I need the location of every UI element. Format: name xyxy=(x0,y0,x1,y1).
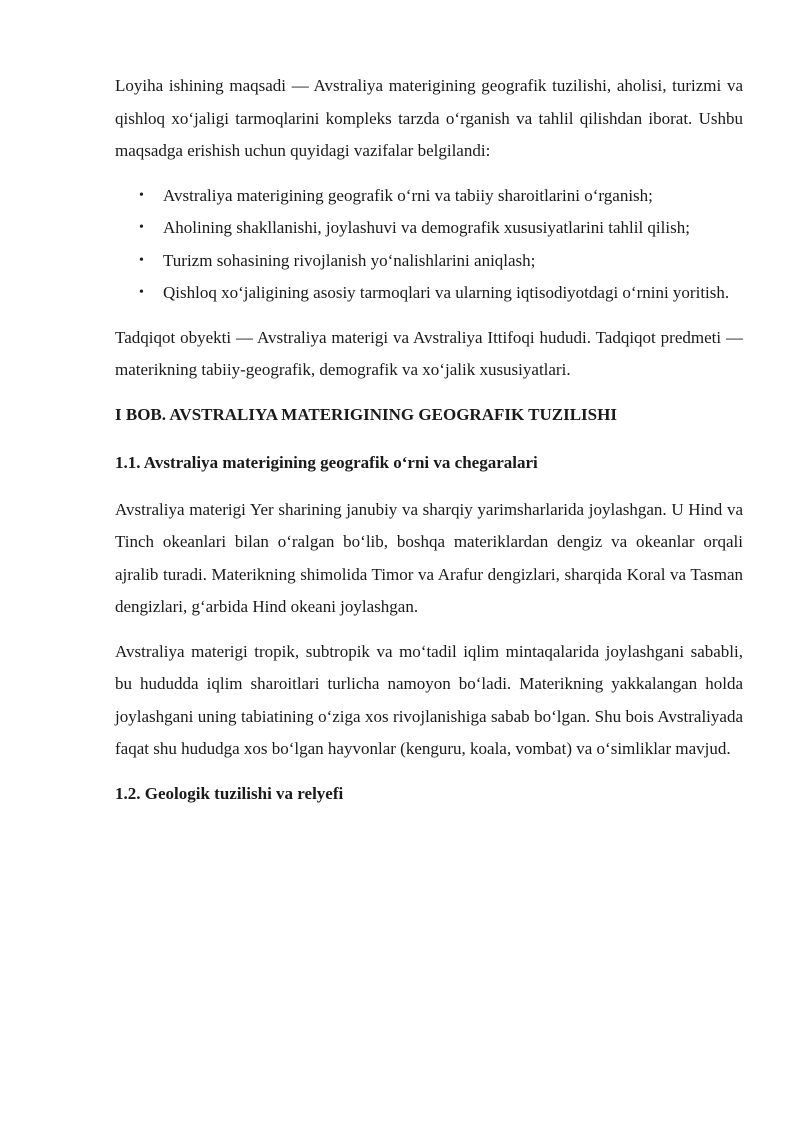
bullet-icon: • xyxy=(139,252,144,268)
list-item xyxy=(115,245,743,278)
document-page xyxy=(115,70,743,810)
section-title: 1.2. Geologik tuzilishi va relyefi xyxy=(115,783,344,803)
intro-paragraph: Loyiha ishining maqsadi — Avstraliya materigining geografik tuzilishi, aholisi, turizmi va qishloq xo‘jaligi tarmoqlarini kompleks tarzda o‘rganish va tahlil qilishdan iborat. Ushbu maqsadga erishish uchun quyidagi vazifalar belgilandi: xyxy=(115,76,743,160)
list-item-text: Avstraliya materigining geografik o‘rni va tabiiy sharoitlarini o‘rganish; xyxy=(163,185,653,205)
bullet-icon: • xyxy=(139,187,144,203)
section-title: 1.1. Avstraliya materigining geografik o‘rni va chegaralari xyxy=(115,453,538,472)
body-paragraph: Avstraliya materigi Yer sharining janubiy va sharqiy yarimsharlarida joylashgan. U Hind va Tinch okeanlari bilan o‘ralgan bo‘lib, boshqa materiklardan dengiz va okeanlar orqali ajralib turadi. Materikning shimolida Timor va Arafur dengizlari, sharqida Koral va Tasman dengizlari, g‘arbida Hind okeani joylashgan. xyxy=(115,499,743,616)
list-item xyxy=(115,277,743,310)
chapter-title: I BOB. AVSTRALIYA MATERIGINING GEOGRAFIK TUZILISHI xyxy=(115,404,617,424)
body-paragraph: Avstraliya materigi tropik, subtropik va mo‘tadil iqlim mintaqalarida joylashgani sababli, bu hududda iqlim sharoitlari turlicha namoyon bo‘ladi. Materikning yakkalangan holda joylashgani uning tabiatining o‘ziga xos rivojlanishiga sabab bo‘lgan. Shu bois Avstraliyada faqat shu hududga xos bo‘lgan hayvonlar (kenguru, koala, vombat) va o‘simliklar mavjud. xyxy=(115,641,743,758)
list-item xyxy=(115,180,743,213)
list-item-text: Turizm sohasining rivojlanish yo‘nalishlarini aniqlash; xyxy=(163,250,536,270)
bullet-icon: • xyxy=(139,220,144,235)
task-list xyxy=(115,180,743,310)
list-item xyxy=(115,212,743,245)
research-object-paragraph: Tadqiqot obyekti — Avstraliya materigi va Avstraliya Ittifoqi hududi. Tadqiqot predmeti — materikning tabiiy-geografik, demografik va xo‘jalik xususiyatlari. xyxy=(115,327,743,379)
bullet-icon: • xyxy=(139,285,144,300)
list-item-text: Qishloq xo‘jaligining asosiy tarmoqlari va ularning iqtisodiyotdagi o‘rnini yoritish. xyxy=(163,283,730,302)
list-item-text: Aholining shakllanishi, joylashuvi va demografik xususiyatlarini tahlil qilish; xyxy=(163,218,690,237)
